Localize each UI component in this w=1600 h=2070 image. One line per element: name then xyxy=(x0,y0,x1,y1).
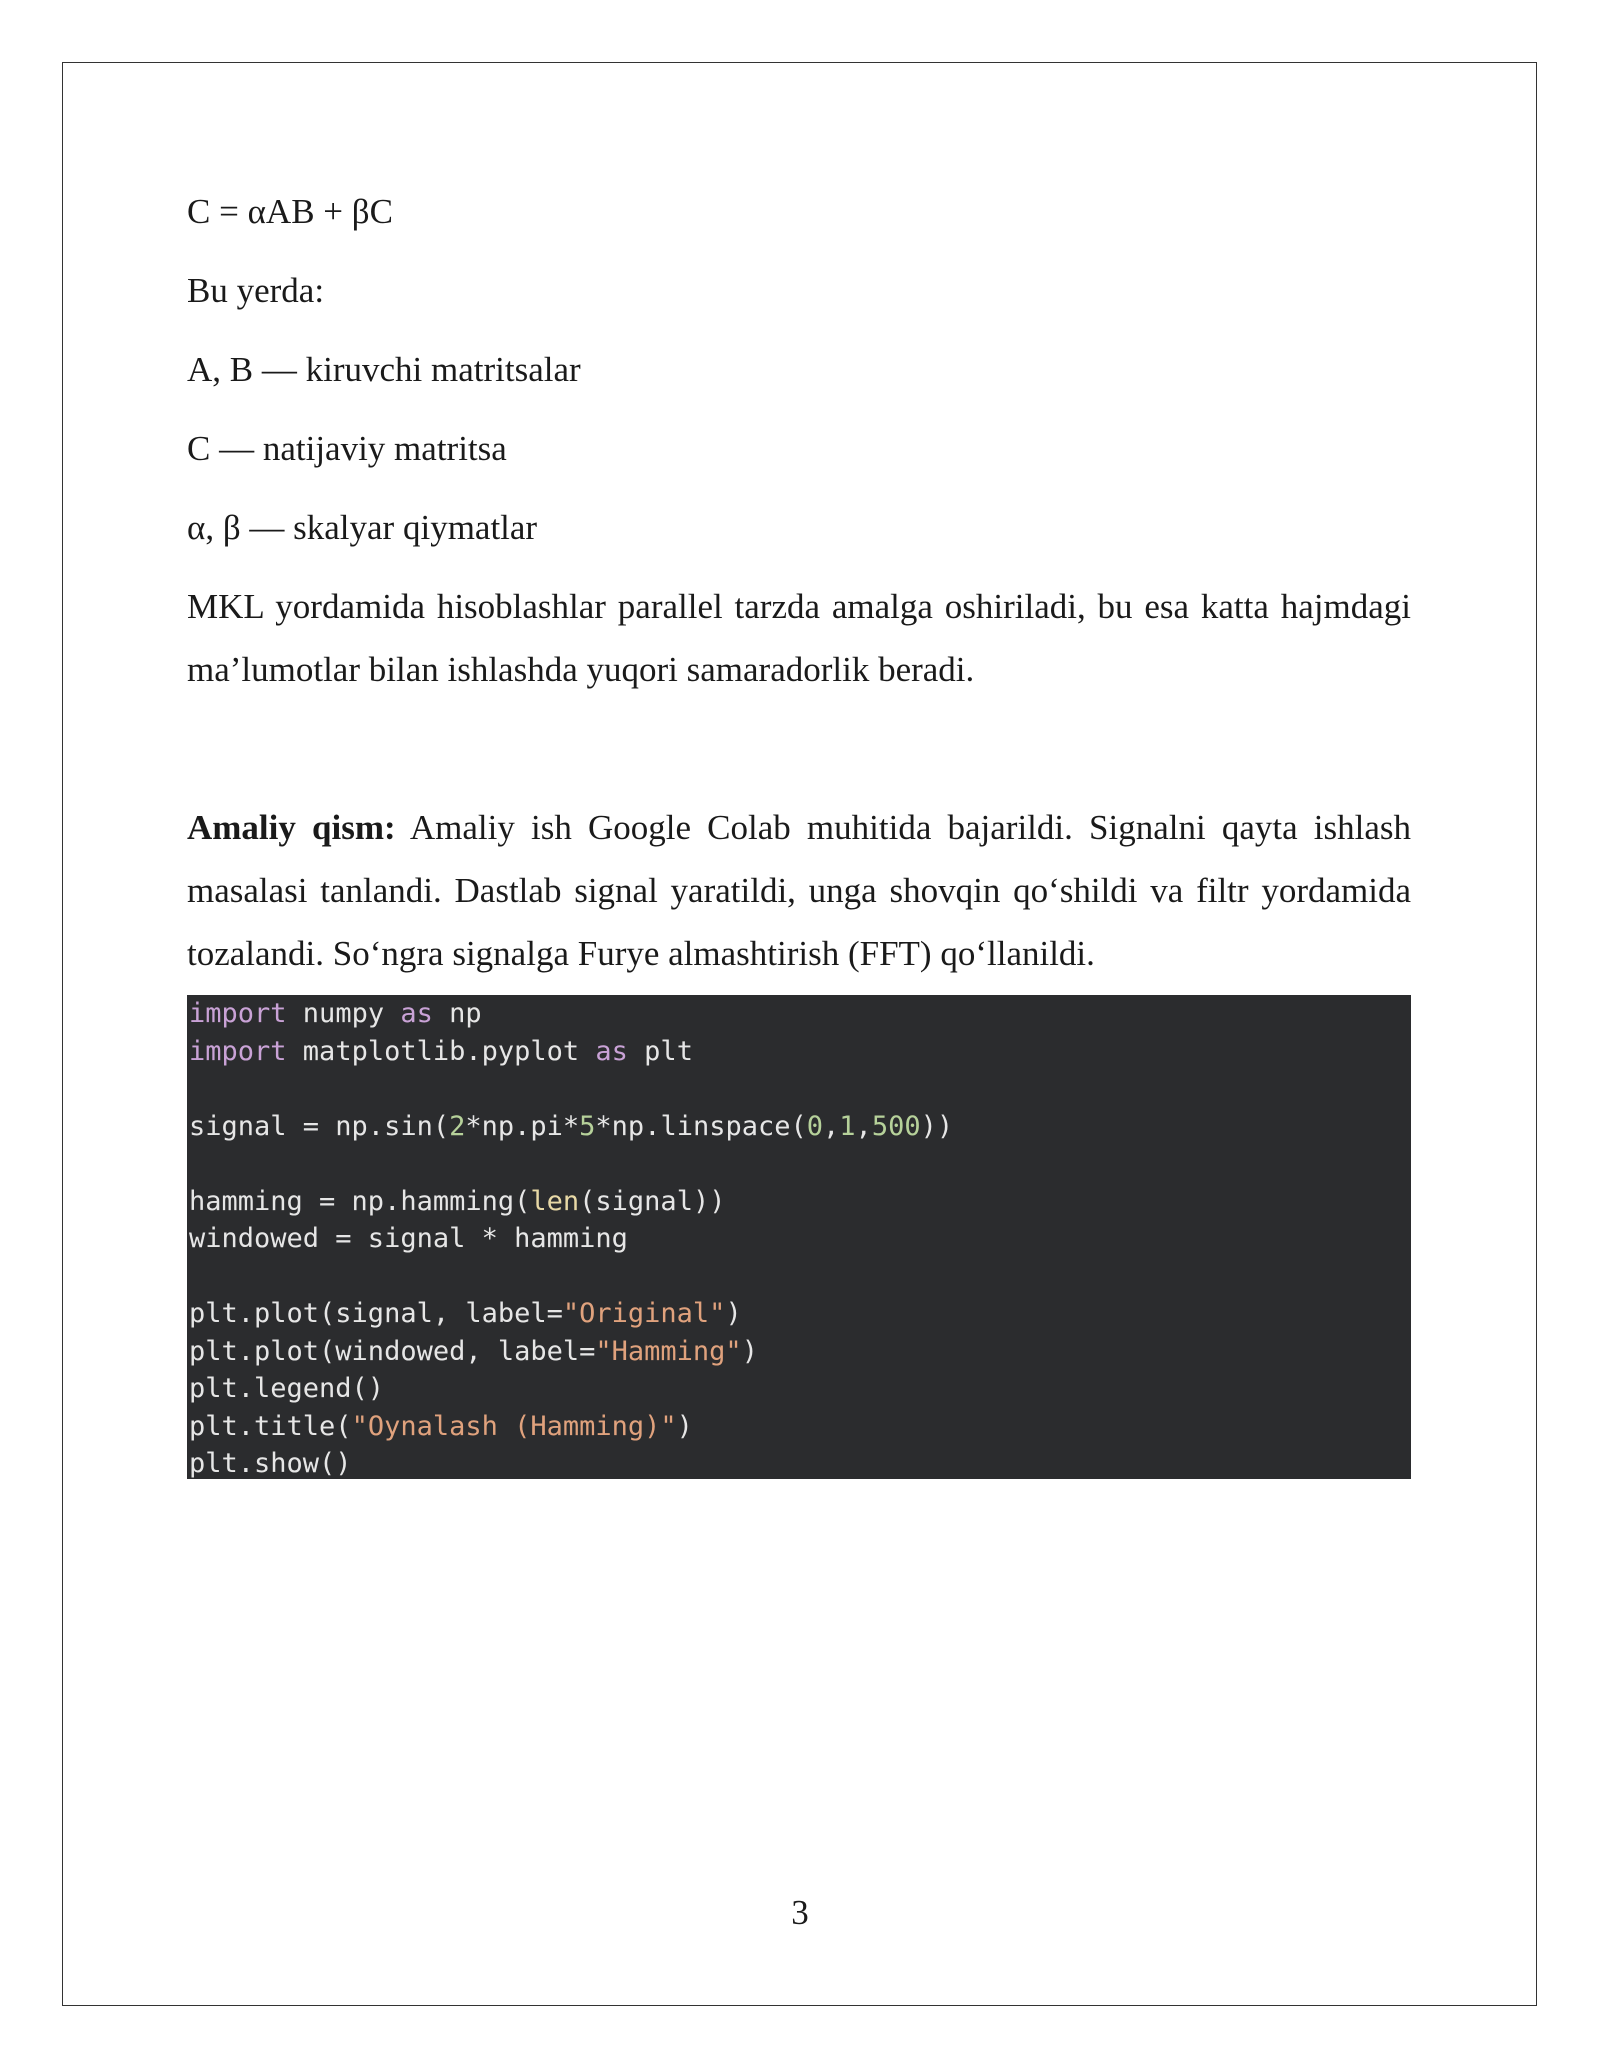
code-line: plt.plot(signal, label="Original") xyxy=(189,1298,742,1329)
practical-heading: Amaliy qism: xyxy=(187,808,396,847)
code-line: signal = np.sin(2*np.pi*5*np.linspace(0,1,500)) xyxy=(189,1110,954,1142)
page-number: 3 xyxy=(791,1893,809,1932)
code-line: import numpy as np xyxy=(189,998,482,1029)
code-line: import matplotlib.pyplot as plt xyxy=(189,1035,693,1067)
page-content xyxy=(187,180,1411,1479)
scalars-line: α, β — skalyar qiymatlar xyxy=(187,508,538,547)
code-line: hamming = np.hamming(len(signal)) xyxy=(189,1185,726,1217)
code-line: plt.plot(windowed, label="Hamming") xyxy=(189,1335,758,1367)
bu-yerda-line: Bu yerda: xyxy=(187,271,325,310)
mkl-paragraph: MKL yordamida hisoblashlar parallel tarzda amalga oshiriladi, bu esa katta hajmdagi ma’lumotlar bilan ishlashda yuqori samaradorlik beradi. xyxy=(187,587,1411,689)
code-line: windowed = signal * hamming xyxy=(189,1223,628,1254)
code-line: plt.legend() xyxy=(189,1373,385,1404)
practical-paragraph xyxy=(187,796,1411,985)
code-line: plt.show() xyxy=(189,1448,352,1479)
matrix-c-line: C — natijaviy matritsa xyxy=(187,429,507,468)
matrix-ab-line: A, B — kiruvchi matritsalar xyxy=(187,350,581,389)
formula-line: C = αAB + βC xyxy=(187,192,393,231)
code-block xyxy=(187,995,1411,1479)
code-line: plt.title("Oynalash (Hamming)") xyxy=(189,1410,693,1442)
practical-text: Amaliy ish Google Colab muhitida bajarildi. Signalni qayta ishlash masalasi tanlandi. Dastlab signal yaratildi, unga shovqin qo‘shildi va filtr yordamida tozalandi. So‘ngra signalga Furye almashtirish (FFT) qo‘llanildi. xyxy=(187,808,1412,973)
